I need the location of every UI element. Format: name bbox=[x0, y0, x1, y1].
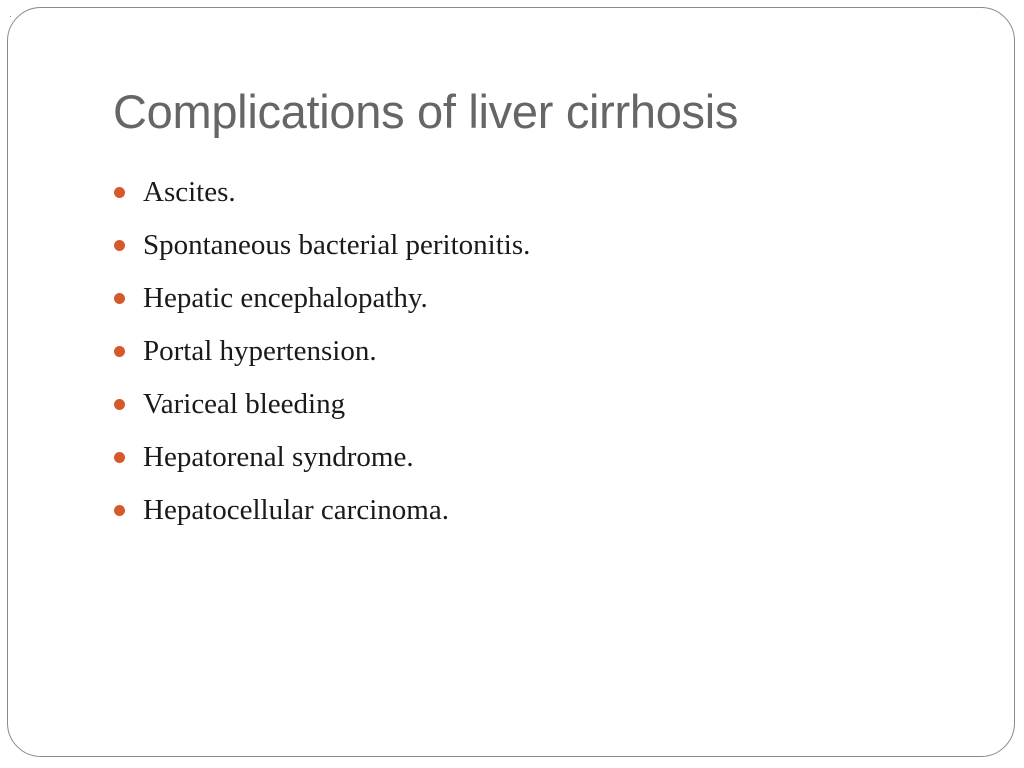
bullet-dot-icon bbox=[114, 187, 125, 198]
corner-mark: . bbox=[9, 9, 12, 20]
bullet-text: Hepatocellular carcinoma. bbox=[143, 494, 449, 526]
bullet-dot-icon bbox=[114, 505, 125, 516]
list-item bbox=[113, 272, 530, 325]
slide-title: Complications of liver cirrhosis bbox=[113, 85, 739, 138]
bullet-dot-icon bbox=[114, 293, 125, 304]
bullet-text: Variceal bleeding bbox=[143, 388, 346, 420]
list-item bbox=[113, 484, 530, 537]
bullet-text: Ascites. bbox=[143, 176, 236, 208]
bullet-dot-icon bbox=[114, 399, 125, 410]
list-item bbox=[113, 378, 530, 431]
bullet-text: Portal hypertension. bbox=[143, 335, 377, 367]
bullet-text: Spontaneous bacterial peritonitis. bbox=[143, 229, 531, 261]
list-item bbox=[113, 431, 530, 484]
bullet-text: Hepatorenal syndrome. bbox=[143, 441, 414, 473]
list-item bbox=[113, 325, 530, 378]
bullet-dot-icon bbox=[114, 240, 125, 251]
bullet-list bbox=[113, 166, 530, 537]
list-item bbox=[113, 166, 530, 219]
bullet-text: Hepatic encephalopathy. bbox=[143, 282, 428, 314]
list-item bbox=[113, 219, 530, 272]
bullet-dot-icon bbox=[114, 452, 125, 463]
bullet-dot-icon bbox=[114, 346, 125, 357]
